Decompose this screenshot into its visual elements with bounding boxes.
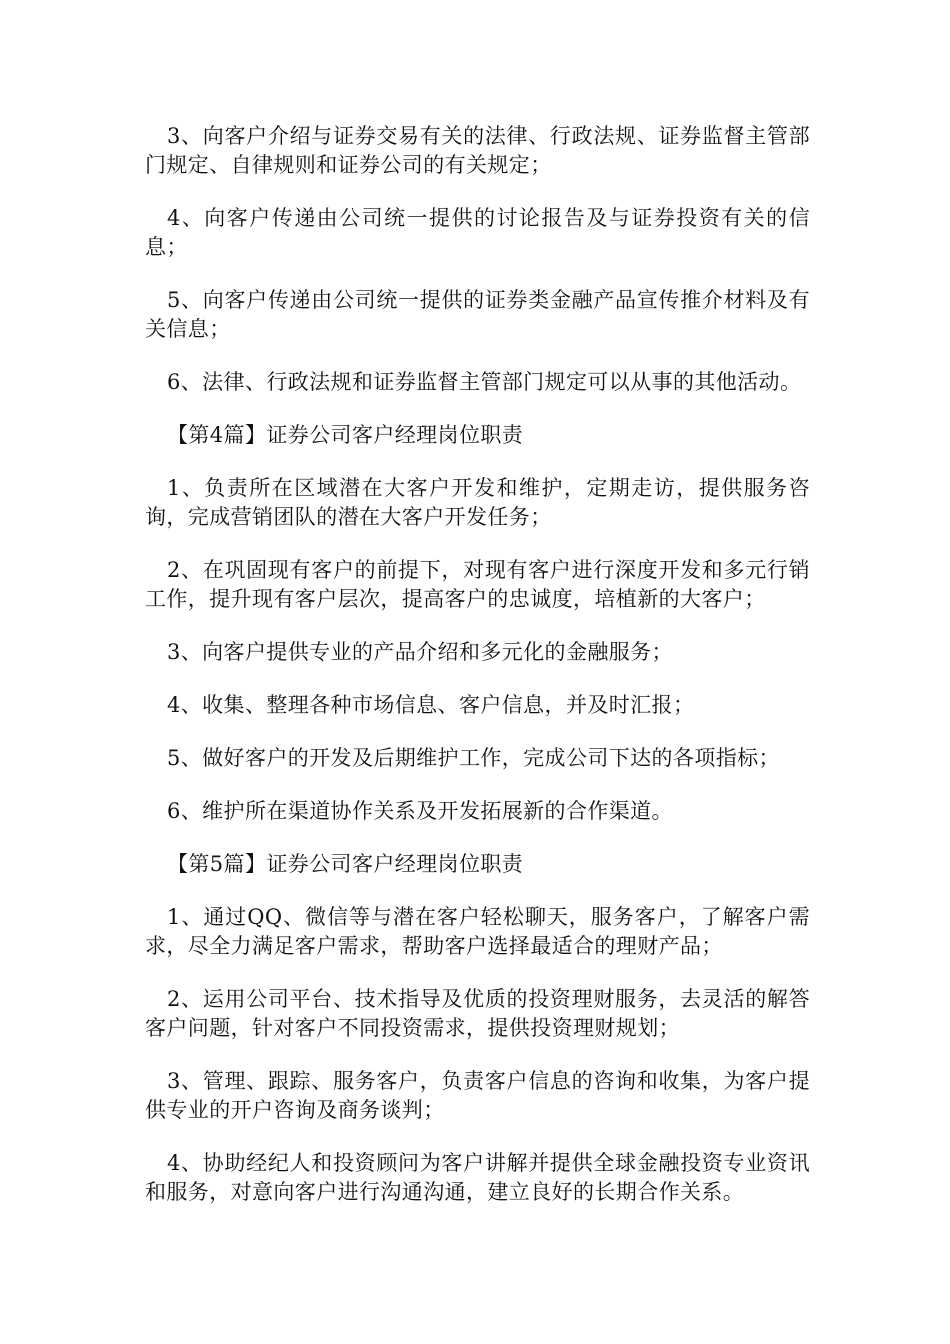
paragraph: 2、在巩固现有客户的前提下，对现有客户进行深度开发和多元行销工作，提升现有客户层次，提高客户的忠诚度，培植新的大客户； — [145, 558, 810, 611]
paragraph: 5、向客户传递由公司统一提供的证券类金融产品宣传推介材料及有关信息； — [145, 288, 810, 341]
section-heading: 【第5篇】证券公司客户经理岗位职责 — [167, 852, 524, 876]
paragraph: 1、负责所在区域潜在大客户开发和维护，定期走访，提供服务咨询，完成营销团队的潜在大客户开发任务； — [145, 476, 810, 529]
paragraph: 2、运用公司平台、技术指导及优质的投资理财服务，去灵活的解答客户问题，针对客户不同投资需求，提供投资理财规划； — [145, 987, 810, 1040]
paragraph: 6、法律、行政法规和证券监督主管部门规定可以从事的其他活动。 — [167, 370, 802, 394]
document-body — [145, 122, 810, 1231]
paragraph: 4、收集、整理各种市场信息、客户信息，并及时汇报； — [167, 693, 695, 717]
paragraph: 1、通过QQ、微信等与潜在客户轻松聊天，服务客户，了解客户需求，尽全力满足客户需求，帮助客户选择最适合的理财产品； — [145, 905, 810, 958]
paragraph: 3、向客户介绍与证券交易有关的法律、行政法规、证券监督主管部门规定、自律规则和证券公司的有关规定； — [145, 124, 810, 177]
section-heading: 【第4篇】证券公司客户经理岗位职责 — [167, 423, 524, 447]
paragraph: 4、协助经纪人和投资顾问为客户讲解并提供全球金融投资专业资讯和服务，对意向客户进行沟通沟通，建立良好的长期合作关系。 — [145, 1151, 810, 1204]
paragraph: 6、维护所在渠道协作关系及开发拓展新的合作渠道。 — [167, 799, 673, 823]
paragraph: 4、向客户传递由公司统一提供的讨论报告及与证券投资有关的信息； — [145, 206, 810, 259]
paragraph: 3、向客户提供专业的产品介绍和多元化的金融服务； — [167, 640, 673, 664]
paragraph: 5、做好客户的开发及后期维护工作，完成公司下达的各项指标； — [167, 746, 780, 770]
paragraph: 3、管理、跟踪、服务客户，负责客户信息的咨询和收集，为客户提供专业的开户咨询及商务谈判； — [145, 1069, 810, 1122]
